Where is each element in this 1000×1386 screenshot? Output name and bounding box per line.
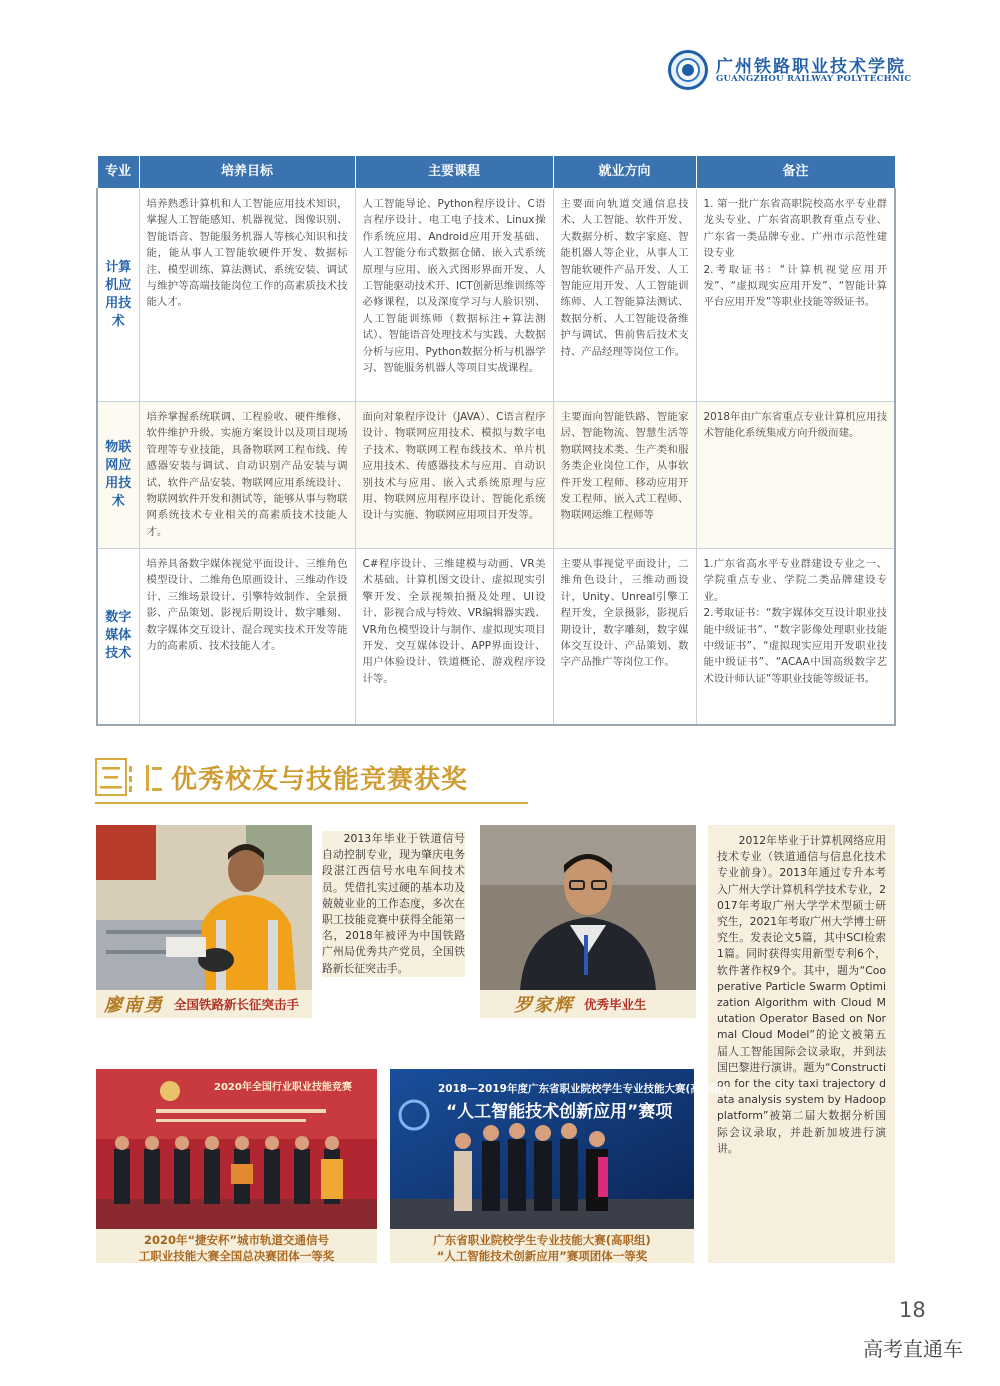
notes-cell: 1. 第一批广东省高职院校高水平专业群龙头专业、广东省高职教育重点专业、广东省一类品牌专业、广州市示范性建设专业 2.考取证书：“计算机视觉应用开发”、“虚拟现实应用开发”、“智能计算平台应用开发”等职业技能等级证书。 <box>696 189 895 402</box>
major-name: 数字媒体技术 <box>97 549 139 725</box>
watermark-text: 高考直通车 <box>863 1337 963 1361</box>
alumnus-caption-luo <box>480 990 696 1018</box>
portrait-photo-icon <box>480 825 696 990</box>
table-row <box>97 189 895 402</box>
school-name-en: GUANGZHOU RAILWAY POLYTECHNIC <box>716 74 912 84</box>
goal-cell: 培养具备数字媒体视觉平面设计、三维角色模型设计、二维角色原画设计、三维动作设计、三维场景设计、引擎特效制作、全景摄影、产品策划、影视后期设计、数字雕刻、数字媒体交互设计、混合现实技术开发等能力的高素质、技术技能人才。 <box>139 549 355 725</box>
section-divider <box>146 765 149 791</box>
alumnus-bio-liao: 2013年毕业于铁道信号自动控制专业，现为肇庆电务段湛江西信号水电车间技术员。凭借扎实过硬的基本功及兢兢业业的工作态度，多次在职工技能竞赛中获得全能第一名，2018年被评为中国铁路广州局优秀共产党员，全国铁路新长征突击手。 <box>322 831 465 977</box>
alumnus-photo-luo <box>480 825 696 990</box>
majors-table <box>96 155 896 726</box>
header-courses: 主要课程 <box>355 156 553 189</box>
school-logo-icon <box>668 50 708 90</box>
competition-caption-ai <box>390 1229 694 1263</box>
notes-cell: 2018年由广东省重点专业计算机应用技术智能化系统集成方向升级而建。 <box>696 402 895 549</box>
major-name: 物联网应用技术 <box>97 402 139 549</box>
alumnus-photo-liao <box>96 825 312 990</box>
caption-line: 2020年“捷安杯”城市轨道交通信号 <box>143 1233 330 1247</box>
table-row <box>97 402 895 549</box>
competition-photo-signal <box>96 1069 377 1229</box>
school-name-cn: 广州铁路职业技术学院 <box>716 57 906 77</box>
alumnus-honor: 全国铁路新长征突击手 <box>174 997 300 1012</box>
section-rule <box>95 802 528 804</box>
table-row <box>97 549 895 725</box>
alumnus-name: 罗家辉 <box>514 995 574 1016</box>
courses-cell: 面向对象程序设计（JAVA）、C语言程序设计、物联网应用技术、模拟与数字电子技术、物联网工程布线技术、单片机应用技术、传感器技术与应用、自动识别技术与应用、嵌入式系统原理与应用、物联网应用程序设计、智能化系统设计与实施、物联网应用项目开发等。 <box>355 402 553 549</box>
jobs-cell: 主要从事视觉平面设计，二维角色设计，三维动画设计，Unity、Unreal引擎工程开发，全景摄影，影视后期设计，数字雕刻，数字媒体交互设计、产品策划、数字产品推广等岗位工作。 <box>553 549 696 725</box>
alumnus-bio-luo: 2012年毕业于计算机网络应用技术专业（铁道通信与信息化技术专业前身）。2013年通过专升本考入广州大学计算机科学技术专业，2017年考取广州大学学术型硕士研究生，2021年考取广州大学博士研究生。发表论文5篇，其中SCI检索1篇。同时获得实用新型专利6个，软件著作权9个。其中，题为“Cooperative Particle Swarm Optimization Algorithm with Cloud Mutation Operator Based on Normal Cloud Model”的论文被第五届人工智能国际会议录取，并到法国巴黎进行演讲。题为“Construction for the city taxi trajectory data analysis system by Hadoop platform”被第二届大数据分析国际会议录取，并赴新加坡进行演讲。 <box>708 825 895 1263</box>
goal-cell: 培养掌握系统联调、工程验收、硬件维修、软件维护升级、实施方案设计以及项目现场管理等专业技能，具备物联网工程布线、传感器安装与调试、自动识别产品安装与调试、软件产品安装、物联网应用系统设计、物联网软件开发和测试等，能够从事与物联网系统技术专业相关的高素质技术技能人才。 <box>139 402 355 549</box>
header-major: 专业 <box>97 156 139 189</box>
section-title: 优秀校友与技能竞赛获奖 <box>171 765 469 795</box>
courses-cell: C#程序设计、三维建模与动画、VR美术基础、计算机图文设计、虚拟现实引擎开发、全景视频拍摄及处理、UI设计、影视合成与特效、VR编辑器实践、VR角色模型设计与制作、虚拟现实项目开发、交互媒体设计、APP界面设计、用户体验设计、铁道概论、游戏程序设计等。 <box>355 549 553 725</box>
alumnus-honor: 优秀毕业生 <box>584 997 647 1012</box>
competition-caption-signal <box>96 1229 377 1263</box>
section-number-icon <box>95 758 137 798</box>
caption-line: 工职业技能大赛全国总决赛团体一等奖 <box>138 1248 335 1263</box>
section-divider <box>152 788 162 791</box>
header-notes: 备注 <box>696 156 895 189</box>
notes-cell: 1.广东省高水平专业群建设专业之一、学院重点专业、学院二类品牌建设专业。 2.考取证书：“数字媒体交互设计职业技能中级证书”、“数字影像处理职业技能中级证书”、“虚拟现实应用开发职业技能中级证书”、“ACAA中国高级数字艺术设计师认证”等职业技能等级证书。 <box>696 549 895 725</box>
courses-cell: 人工智能导论、Python程序设计、C语言程序设计、电工电子技术、Linux操作系统应用、Android应用开发基础、人工智能分布式数据仓储、嵌入式系统原理与应用、嵌入式图形界面开发、人工智能驱动技术开、ICT创新思维训练等必修课程，以及深度学习与人脸识别、人工智能训练师（数据标注+算法测试）、智能语音处理技术与实践、大数据分析与应用、Python数据分析与机器学习、智能服务机器人等项目实战课程。 <box>355 189 553 402</box>
caption-line: 广东省职业院校学生专业技能大赛(高职组) <box>433 1233 651 1247</box>
jobs-cell: 主要面向智能铁路、智能家居、智能物流、智慧生活等物联网技术类、生产类和服务类企业岗位工作，从事软件开发工程师、移动应用开发工程师、嵌入式工程师、物联网运维工程师等 <box>553 402 696 549</box>
table-header-row <box>97 156 895 189</box>
competition-photo-ai <box>390 1069 727 1229</box>
page-number: 18 <box>899 1298 926 1322</box>
award-ceremony-icon <box>96 1069 377 1229</box>
photo-banner-main: “人工智能技术创新应用”赛项 <box>446 1102 673 1122</box>
section-divider <box>152 767 162 770</box>
worker-photo-icon <box>96 825 312 990</box>
jobs-cell: 主要面向轨道交通信息技术、人工智能、软件开发、大数据分析、数字家庭、智能机器人等企业，从事人工智能软硬件产品开发、人工智能应用开发、人工智能训练师、人工智能算法测试、数据分析、人工智能设备维护与调试、售前售后技术支持、产品经理等岗位工作。 <box>553 189 696 402</box>
caption-line: “人工智能技术创新应用”赛项团体一等奖 <box>436 1248 648 1263</box>
photo-banner-text: 2020年全国行业职业技能竞赛 <box>214 1082 352 1093</box>
header-jobs: 就业方向 <box>553 156 696 189</box>
alumnus-name: 廖南勇 <box>104 995 164 1016</box>
alumnus-caption-liao <box>96 990 312 1018</box>
photo-banner-top: 2018—2019年度广东省职业院校学生专业技能大赛(高职组) <box>438 1083 727 1095</box>
major-name: 计算机应用技术 <box>97 189 139 402</box>
goal-cell: 培养熟悉计算机和人工智能应用技术知识，掌握人工智能感知、机器视觉、图像识别、智能语音、智能服务机器人等核心知识和技能，能从事人工智能软硬件开发、数据标注、模型训练、算法测试、系统安装、调试与维护等高端技能岗位工作的高素质技术技能人才。 <box>139 189 355 402</box>
header-goal: 培养目标 <box>139 156 355 189</box>
